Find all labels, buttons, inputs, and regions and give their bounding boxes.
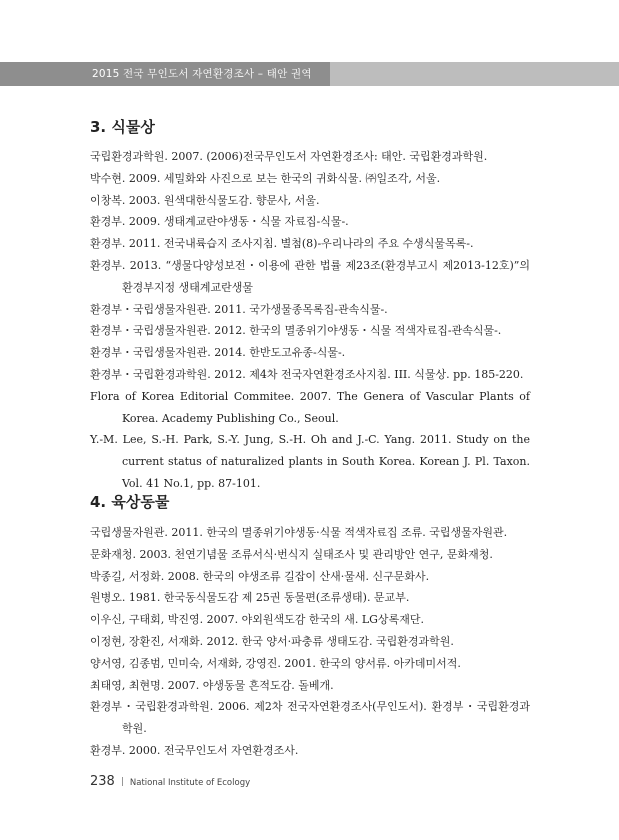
section-title-animals: 4. 육상동물 xyxy=(90,493,170,511)
reference-item: 국립생물자원관. 2011. 한국의 멸종위기야생동·식물 적색자료집 조류. 국립생물자원관. xyxy=(90,526,508,539)
reference-item: Y.-M. Lee, S.-H. Park, S.-Y. Jung, S.-H. Oh and J.-C. Yang. 2011. Study on the current status of naturalized plants in South Korea. Korean J. Pl. Taxon. Vol. 41 No.1, pp. 87-101. xyxy=(90,433,530,490)
reference-item: 환경부. 2013. “생물다양성보전・이용에 관한 법률 제23조(환경부고시 제2013-12호)”의 환경부지정 생태계교란생물 xyxy=(90,258,530,294)
header-title: 2015 전국 무인도서 자연환경조사 – 태안 권역 xyxy=(92,68,312,80)
reference-item: 국립환경과학원. 2007. (2006)전국무인도서 자연환경조사: 태안. 국립환경과학원. xyxy=(90,150,488,163)
reference-item: 환경부・국립환경과학원. 2012. 제4차 전국자연환경조사지침. III. 식물상. pp. 185-220. xyxy=(90,367,524,381)
reference-list-animals xyxy=(90,522,530,762)
reference-item: 최태영, 최현명. 2007. 야생동물 흔적도감. 돌베개. xyxy=(90,678,334,692)
reference-item: 문화재청. 2003. 천연기념물 조류서식·번식지 실태조사 및 관리방안 연구, 문화재청. xyxy=(90,547,493,561)
reference-item: 환경부・국립생물자원관. 2014. 한반도고유종-식물-. xyxy=(90,346,346,360)
publisher-name: National Institute of Ecology xyxy=(129,778,251,788)
reference-item: 환경부. 2000. 전국무인도서 자연환경조사. xyxy=(90,743,299,757)
reference-item: Flora of Korea Editorial Commitee. 2007. The Genera of Vascular Plants of Korea. Academy Publishing Co., Seoul. xyxy=(90,389,530,425)
page-footer xyxy=(90,770,250,789)
reference-list-plants xyxy=(90,146,530,495)
reference-item: 환경부. 2009. 생태계교란야생동・식물 자료집-식물-. xyxy=(90,215,349,229)
reference-item: 박수현. 2009. 세밀화와 사진으로 보는 한국의 귀화식물. ㈜일조각, 서울. xyxy=(90,171,441,185)
section-title-plants: 3. 식물상 xyxy=(90,118,155,136)
reference-item: 양서영, 김종범, 민미숙, 서재화, 강영진. 2001. 한국의 양서류. 아카데미서적. xyxy=(90,656,461,670)
reference-item: 원병오. 1981. 한국동식물도감 제 25권 동물편(조류생태). 문교부. xyxy=(90,591,410,605)
reference-item: 박종길, 서정화. 2008. 한국의 야생조류 길잡이 산새·물새. 신구문화사. xyxy=(90,569,430,583)
reference-item: 이우신, 구태회, 박진영. 2007. 야외원색도감 한국의 새. LG상록재단. xyxy=(90,613,424,627)
footer-separator: | xyxy=(120,777,124,787)
page-number: 238 xyxy=(90,774,115,789)
reference-item: 이정현, 장환진, 서재화. 2012. 한국 양서·파충류 생태도감. 국립환경과학원. xyxy=(90,634,454,648)
reference-item: 환경부・국립생물자원관. 2012. 한국의 멸종위기야생동・식물 적색자료집-관속식물-. xyxy=(90,324,502,338)
reference-item: 이창복. 2003. 원색대한식물도감. 향문사, 서울. xyxy=(90,193,320,207)
reference-item: 환경부・국립환경과학원. 2006. 제2차 전국자연환경조사(무인도서). 환경부・국립환경과학원. xyxy=(90,700,530,736)
reference-item: 환경부. 2011. 전국내륙습지 조사지침. 별첨(8)-우리나라의 주요 수생식물목록-. xyxy=(90,237,474,251)
reference-item: 환경부・국립생물자원관. 2011. 국가생물종목록집-관속식물-. xyxy=(90,302,388,316)
